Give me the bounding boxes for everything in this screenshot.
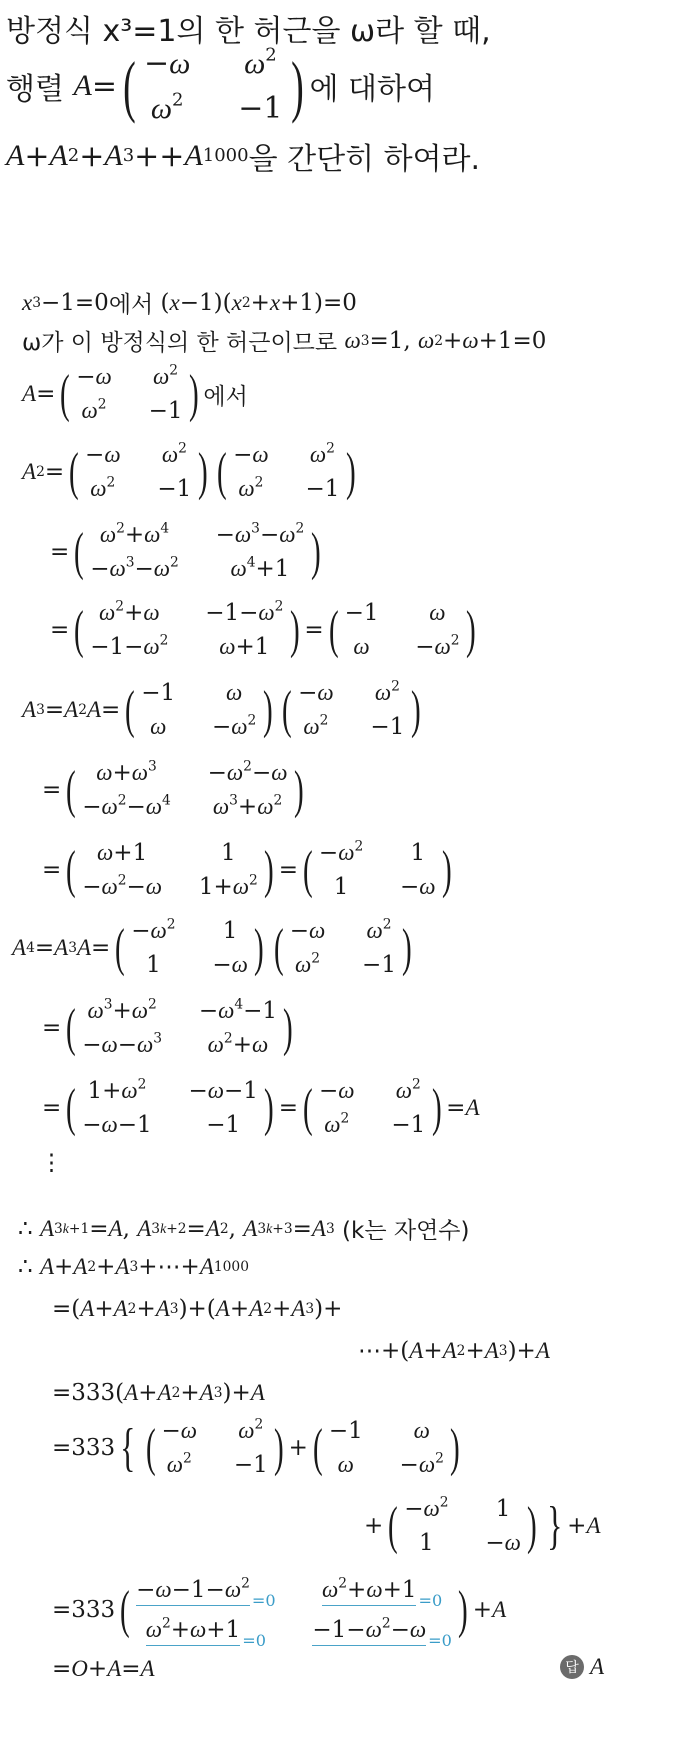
solution-333: =333( A + A 2 + A 3 )+ A bbox=[52, 1380, 265, 1406]
solution-period: ∴ A 3k+1 = A , A 3k+2 = A 2 , A 3k+3 = A 3 (k는 자연수) bbox=[18, 1212, 470, 1245]
solution-group-2: ⋯+( A + A 2 + A 3 )+ A bbox=[358, 1338, 550, 1364]
solution-A3-def: A 3 = A 2 A = ( −1 ω ω $-\omega^2$ ) ( −ω $\omega^2$ $\omega^2$ −1 ) bbox=[22, 678, 421, 741]
solution-A4-result: = ( $1+\omega^2$ −ω−1 −ω−1 −1 ) = ( −ω $\omega^2$ $\omega^2$ −1 ) = A bbox=[42, 1076, 480, 1139]
solution-line-1: x 3 −1=0 에서 ( x −1)( x 2 + x +1)=0 bbox=[22, 286, 357, 319]
solution-A2-result: = ( $\omega^2+\omega$ $-1-\omega^2$ $-1-\omega^2$ ω+1 ) = ( −1 ω ω $-\omega^2$ ) bbox=[50, 598, 476, 661]
question-matrix-label: 행렬 bbox=[6, 72, 64, 107]
question-text-3: 을 간단히 하여라. bbox=[248, 142, 481, 177]
question-line-3: A + A 2 + A 3 ++ A 1000 을 간단히 하여라. bbox=[6, 134, 480, 178]
answer-value: A bbox=[590, 1654, 605, 1679]
solution-A3-result: = ( ω+1 1 $-\omega^2-\omega$ $1+\omega^2$ ) = ( $-\omega^2$ 1 1 −ω ) bbox=[42, 838, 452, 901]
solution-A4-expand: = ( $\omega^3+\omega^2$ $-\omega^4-1$ $-\omega-\omega^3$ $\omega^2+\omega$ ) bbox=[42, 996, 294, 1059]
solution-A2-expand: = ( $\omega^2+\omega^4$ $-\omega^3-\omega^2$ $-\omega^3-\omega^2$ $\omega^4+1$ ) bbox=[50, 520, 321, 583]
question-line-2: 행렬 A = ( −ω $\omega^2$ $\omega^2$ −1 ) 에 대하여 bbox=[6, 44, 435, 128]
vertical-dots: ⋮ bbox=[40, 1150, 63, 1176]
solution-A3-expand: = ( $\omega+\omega^3$ $-\omega^2-\omega$ $-\omega^2-\omega^4$ $\omega^3+\omega^2$ ) bbox=[42, 758, 304, 821]
therefore-symbol-2: ∴ bbox=[18, 1254, 33, 1280]
solution-final: = O + A = A bbox=[52, 1656, 155, 1682]
solution-A4-def: A 4 = A 3 A = ( $-\omega^2$ 1 1 −ω ) ( −ω $\omega^2$ $\omega^2$ −1 ) bbox=[12, 916, 412, 979]
answer-badge: 답 bbox=[560, 1655, 584, 1679]
solution-group-1: =( A + A 2 + A 3 )+( A + A 2 + A 3 )+ bbox=[52, 1296, 343, 1322]
solution-333-matrices-2: + ( $-\omega^2$ 1 1 −ω ) } + A bbox=[364, 1494, 601, 1557]
solution-text-3: 에서 bbox=[203, 383, 248, 410]
solution-zero-matrix: =333 ( $-\omega-1-\omega^2_{=0}$ $\omega^2+\omega+1$ $_{=0}$ $\omega^2+\omega+1$ $_{=0}$ $-1-\omega^2-\omega$ $_{=0}$ ) + A bbox=[52, 1575, 507, 1650]
solution-vdots bbox=[40, 1150, 63, 1176]
therefore-symbol: ∴ bbox=[18, 1215, 33, 1242]
solution-text-1: 에서 bbox=[108, 292, 154, 318]
answer bbox=[560, 1654, 604, 1680]
solution-333-matrices: =333 { ( −ω $\omega^2$ $\omega^2$ −1 ) + ( −1 ω ω $-\omega^2$ ) bbox=[52, 1416, 460, 1479]
solution-line-2: ω가 이 방정식의 한 허근이므로 ω 3 =1, ω 2 + ω +1=0 bbox=[22, 324, 546, 357]
solution-line-3: A = ( −ω $\omega^2$ $\omega^2$ −1 ) 에서 bbox=[22, 362, 248, 425]
solution-sum-start: ∴ A + A 2 + A 3 +⋯+ A 1000 bbox=[18, 1254, 249, 1280]
solution-text-2: ω가 이 방정식의 한 허근이므로 bbox=[22, 330, 338, 356]
matrix-A: ( −ω $\omega^2$ $\omega^2$ −1 ) bbox=[123, 44, 304, 127]
question-text-2: 에 대하여 bbox=[309, 72, 435, 107]
solution-A2-def: A 2 = ( −ω $\omega^2$ $\omega^2$ −1 ) ( −ω $\omega^2$ $\omega^2$ −1 ) bbox=[22, 440, 356, 503]
natural-number-note: (k는 자연수) bbox=[342, 1218, 470, 1244]
question-text-1: 방정식 x³=1의 한 허근을 ω라 할 때, bbox=[6, 14, 491, 49]
